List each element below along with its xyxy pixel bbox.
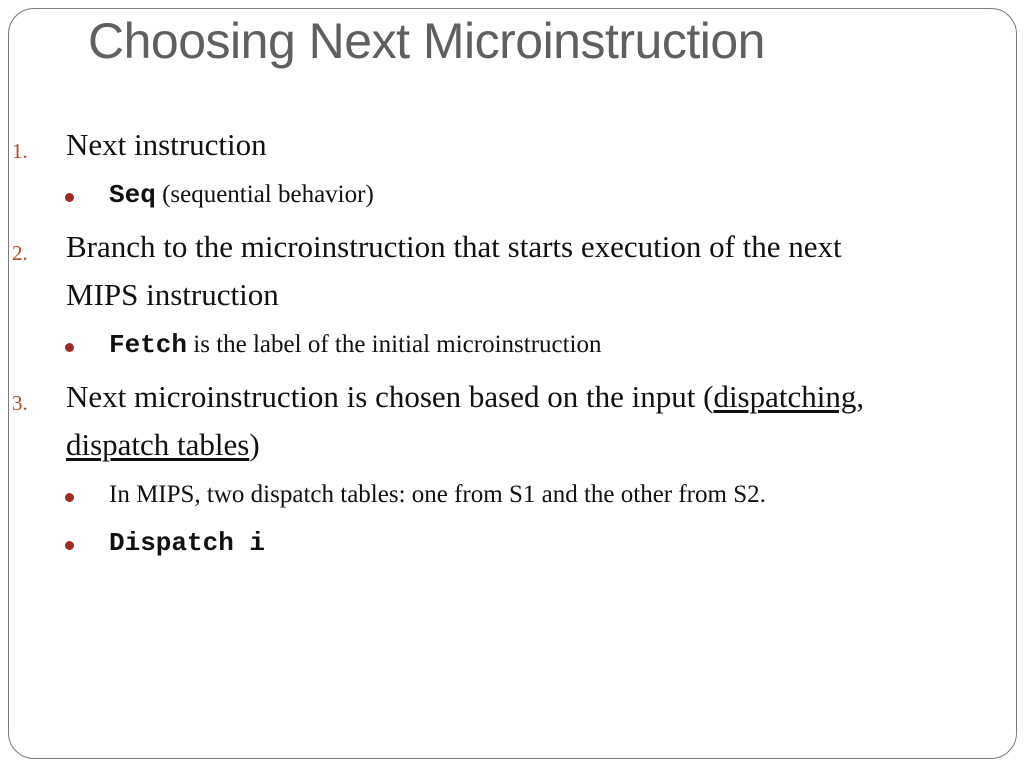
item-1-text: Next instruction [66,127,267,162]
item-2-line-2: MIPS instruction [66,277,279,312]
bullet-icon [65,493,74,502]
item-3-number: 3. [12,391,28,415]
bullet-icon [65,541,74,550]
dispatch-tables-link: dispatch tables [66,427,250,462]
bullet-icon [65,343,74,352]
bullet-icon [65,193,74,202]
item-1-sub [109,180,374,210]
item-2-number: 2. [12,241,28,265]
code-fetch: Fetch [109,330,188,360]
item-2-sub-text: is the label of the initial microinstruction [193,331,602,358]
close-paren: ) [249,427,260,462]
code-dispatch-i: Dispatch i [109,528,266,558]
comma: , [856,379,865,414]
item-3-text: Next microinstruction is chosen based on the input ( [66,379,714,414]
code-seq: Seq [109,180,156,210]
item-2-sub [109,330,602,360]
item-2-line-1: Branch to the microinstruction that starts execution of the next [66,229,842,264]
item-1-number: 1. [12,139,28,163]
item-3-sub-2 [109,528,265,558]
item-3-line-1 [66,379,864,415]
item-3-line-2 [66,427,260,463]
slide-title: Choosing Next Microinstruction [88,13,765,69]
item-3-sub-1: In MIPS, two dispatch tables: one from S1 and the other from S2. [109,481,766,508]
item-1-sub-text: (sequential behavior) [162,181,374,208]
dispatching-link: dispatching [713,379,857,414]
